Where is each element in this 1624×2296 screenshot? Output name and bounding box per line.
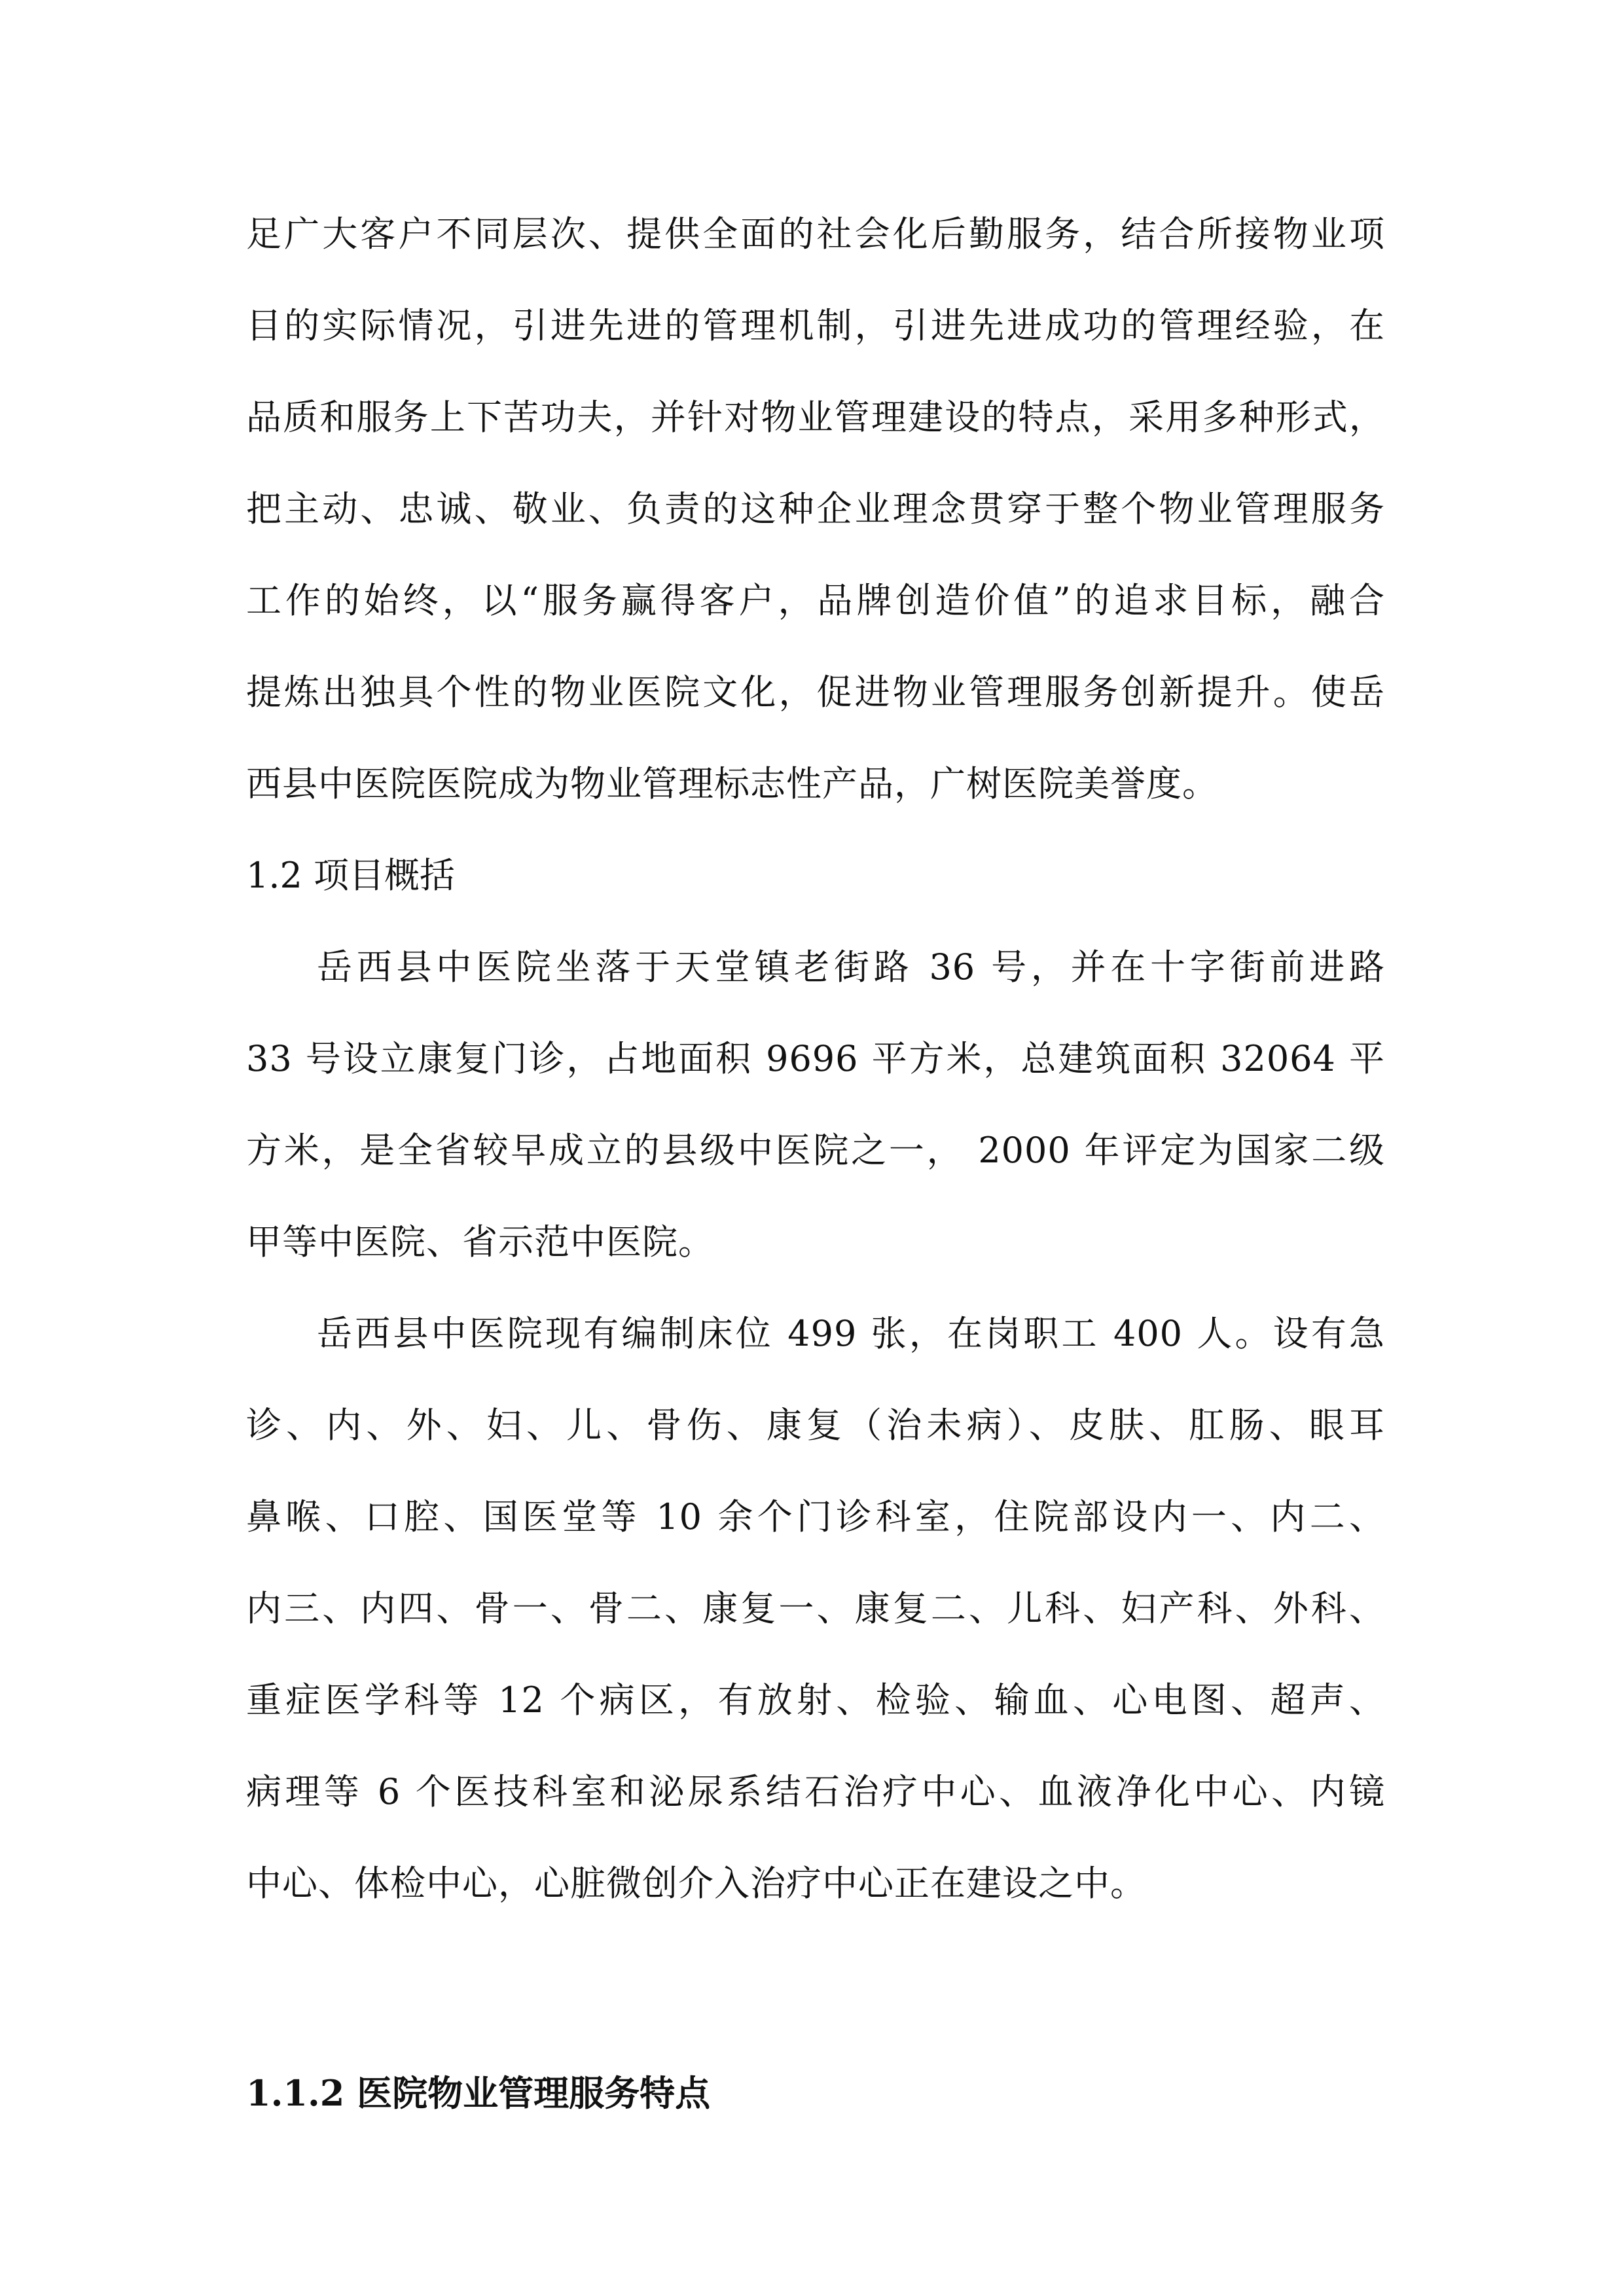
paragraph-2-line-4: 甲等中医院、省示范中医院。 [246, 1221, 714, 1263]
paragraph-2-line-3: 方米，是全省较早成立的县级中医院之一， 2000 年评定为国家二级 [246, 1130, 1385, 1171]
paragraph-3-line-6: 病理等 6 个医技科室和泌尿系结石治疗中心、血液净化中心、内镜 [246, 1771, 1385, 1812]
paragraph-2-line-1: 岳西县中医院坐落于天堂镇老街路 36 号，并在十字街前进路 [317, 946, 1385, 988]
paragraph-3-line-2: 诊、内、外、妇、儿、骨伤、康复（治未病）、皮肤、肛肠、眼耳 [246, 1405, 1385, 1446]
paragraph-1-line-7: 西县中医院医院成为物业管理标志性产品，广树医院美誉度。 [246, 763, 1218, 804]
paragraph-1-line-1: 足广大客户不同层次、提供全面的社会化后勤服务，结合所接物业项 [246, 213, 1385, 255]
paragraph-3-line-7: 中心、体检中心，心脏微创介入治疗中心正在建设之中。 [246, 1863, 1146, 1904]
paragraph-3-line-1: 岳西县中医院现有编制床位 499 张，在岗职工 400 人。设有急 [317, 1313, 1385, 1354]
paragraph-3-line-5: 重症医学科等 12 个病区，有放射、检验、输血、心电图、超声、 [246, 1679, 1385, 1721]
paragraph-2-line-2: 33 号设立康复门诊，占地面积 9696 平方米，总建筑面积 32064 平 [246, 1038, 1385, 1079]
section-heading-1-2: 1.2 项目概括 [246, 855, 456, 896]
paragraph-1-line-5: 工作的始终，以“服务赢得客户，品牌创造价值”的追求目标，融合 [246, 580, 1385, 621]
paragraph-1-line-4: 把主动、忠诚、敬业、负责的这种企业理念贯穿于整个物业管理服务 [246, 488, 1385, 529]
paragraph-1-line-2: 目的实际情况，引进先进的管理机制，引进先进成功的管理经验，在 [246, 305, 1385, 346]
paragraph-3-line-4: 内三、内四、骨一、骨二、康复一、康复二、儿科、妇产科、外科、 [246, 1588, 1385, 1629]
paragraph-1-line-3: 品质和服务上下苦功夫，并针对物业管理建设的特点，采用多种形式， [246, 397, 1385, 438]
paragraph-3-line-3: 鼻喉、口腔、国医堂等 10 余个门诊科室，住院部设内一、内二、 [246, 1496, 1385, 1537]
section-heading-1-1-2: 1.1.2 医院物业管理服务特点 [246, 2072, 711, 2114]
paragraph-1-line-6: 提炼出独具个性的物业医院文化，促进物业管理服务创新提升。使岳 [246, 672, 1385, 713]
